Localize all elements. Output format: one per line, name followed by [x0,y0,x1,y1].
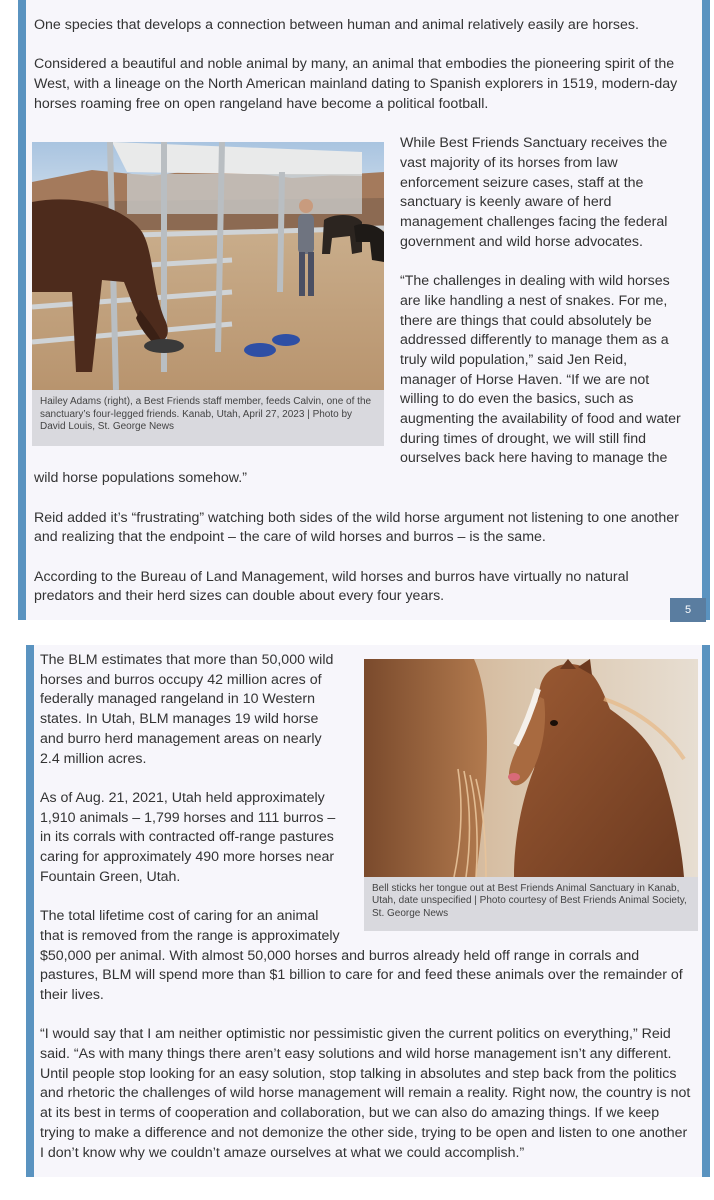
paragraph-blm-estimates: The BLM estimates that more than 50,000 wild horses and burros occupy 42 million acres of federally managed rangeland in 10 Western states. In Utah, BLM manages 19 wild horse and burro herd management areas on nearly 2.4 million acres. [40,652,334,767]
photo-staff-feeding-horse [32,142,384,390]
figure-feeding-horse [32,142,384,446]
paragraph-utah-corrals: As of Aug. 21, 2021, Utah held approximately 1,910 animals – 1,799 horses and 111 burros – in its corrals with contracted off-range pastures caring for approximately 490 more horses near Fountain Green, Utah. [40,789,336,885]
paragraph-blm-predators: According to the Bureau of Land Management, wild horses and burros have virtually no natural predators and their herd sizes can double about every four years. [34,568,629,605]
article-page-1 [18,0,710,620]
paragraph-reid-quote: “The challenges in dealing with wild horses are like handling a nest of snakes. For me, there are things that could absolutely be addressed differently to manage them as a truly wild population,” said Jen Reid, manager of Horse Haven. “If we are not willing to do even the basics, such as augmenting the availability of food and water during times of drought, we will still find ourselves back here having to manage the wild horse populations somehow.” [34,273,681,487]
figure-foal [364,659,698,931]
paragraph-lifetime-cost: The total lifetime cost of caring for an animal that is removed from the range is approximately $50,000 per animal. With almost 50,000 horses and burros already held off range in corrals and pastures, BLM will spend more than $1 billion to care for and feed these animals over the remainder of their lives. [40,908,683,1003]
paragraph-frustrating: Reid added it’s “frustrating” watching both sides of the wild horse argument not listening to one another and realizing that the endpoint – the care of wild horses and burros – is the same. [34,509,679,546]
paragraph-sanctuary: While Best Friends Sanctuary receives the vast majority of its horses from law enforcement seizure cases, staff at the sanctuary is keenly aware of herd management challenges facing the federal government and wild horse advocates. [400,135,668,250]
paragraph-reid-closing-quote: “I would say that I am neither optimistic nor pessimistic given the current politics on everything,” Reid said. “As with many things there aren’t easy solutions and wild horse management isn’t any different. Until people stop looking for an easy solution, stop talking in absolutes and step back from the politics and rhetoric the challenges of wild horse management will remain a reality. Right now, the country is not at its best in terms of cooperation and collaboration, but we can also do amazing things. If we keep trying to make a difference and not demonize the other side, trying to be open and listen to one another I don’t know why we couldn’t amaze ourselves at what we could accomplish.” [40,1026,691,1161]
figure-caption: Bell sticks her tongue out at Best Friends Animal Sanctuary in Kanab, Utah, date unspecified | Photo courtesy of Best Friends Animal Society, St. George News [372,883,687,919]
figure-caption: Hailey Adams (right), a Best Friends staff member, feeds Calvin, one of the sanctuary’s four-legged friends. Kanab, Utah, April 27, 2023 | Photo by David Louis, St. George News [40,396,372,432]
photo-foal [364,659,698,877]
paragraph-noble-animal: Considered a beautiful and noble animal by many, an animal that embodies the pioneering spirit of the West, with a lineage on the North American mainland dating to Spanish explorers in 1519, modern-day horses roaming free on open rangeland have become a political football. [34,56,678,112]
page-number-tab[interactable]: 5 [670,598,706,622]
article-page-2 [26,645,710,1177]
paragraph-intro: One species that develops a connection between human and animal relatively easily are horses. [34,17,639,33]
